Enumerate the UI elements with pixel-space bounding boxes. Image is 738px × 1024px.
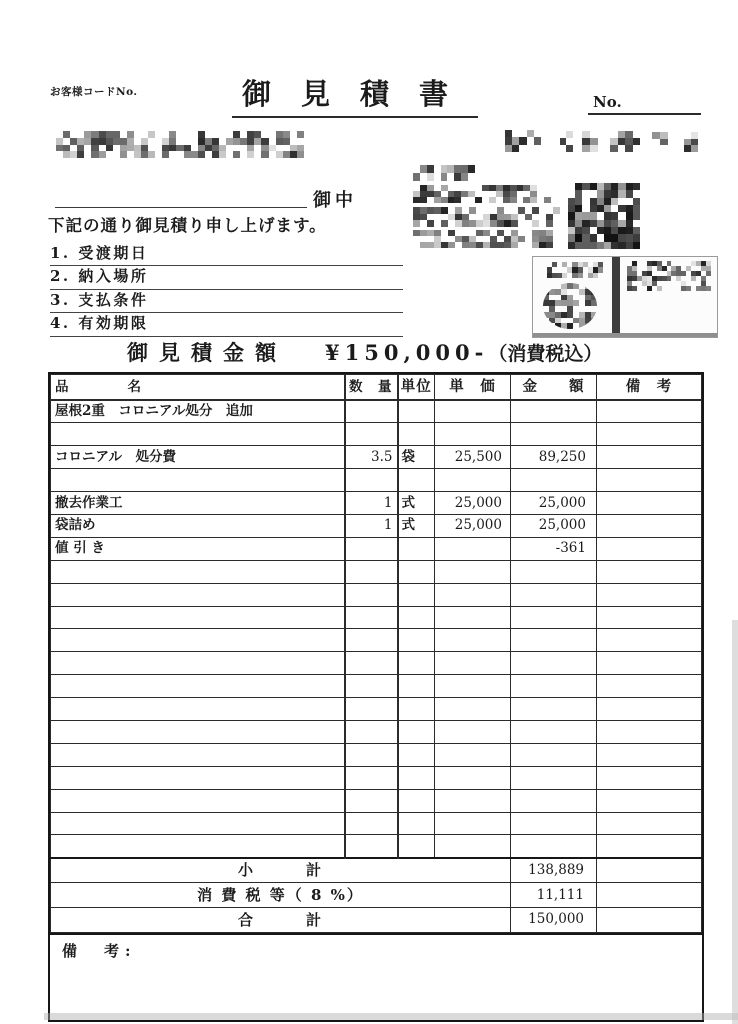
item-unit-price bbox=[435, 789, 511, 812]
table-row bbox=[51, 675, 702, 698]
item-unit-price bbox=[435, 698, 511, 721]
tax-label: 消 費 税 等（ 8 %） bbox=[51, 883, 511, 908]
subtotal-note bbox=[597, 858, 702, 883]
item-amount: -361 bbox=[511, 537, 597, 560]
item-name bbox=[51, 812, 345, 835]
item-name bbox=[51, 743, 345, 766]
item-unit bbox=[398, 560, 435, 583]
item-note bbox=[597, 698, 702, 721]
scan-edge-right bbox=[732, 620, 738, 1024]
table-row bbox=[51, 514, 702, 537]
redacted-company-info-line-4 bbox=[413, 230, 553, 248]
item-unit bbox=[398, 675, 435, 698]
totals-body bbox=[51, 858, 702, 932]
item-unit-price: 25,000 bbox=[435, 492, 511, 515]
item-name bbox=[51, 423, 345, 446]
item-quantity bbox=[345, 606, 398, 629]
condition-delivery-place: 2. 納入場所 bbox=[50, 266, 403, 289]
item-note bbox=[597, 514, 702, 537]
recipient-line bbox=[55, 186, 357, 212]
item-note bbox=[597, 537, 702, 560]
item-quantity bbox=[345, 766, 398, 789]
redacted-company-seal bbox=[568, 183, 640, 249]
item-amount bbox=[511, 766, 597, 789]
item-note bbox=[597, 423, 702, 446]
redacted-company-info-line-2 bbox=[413, 185, 551, 203]
total-note bbox=[597, 908, 702, 933]
item-note bbox=[597, 492, 702, 515]
item-note bbox=[597, 675, 702, 698]
item-quantity: 3.5 bbox=[345, 446, 398, 469]
item-quantity: 1 bbox=[345, 514, 398, 537]
item-unit-price bbox=[435, 537, 511, 560]
recipient-underline bbox=[55, 206, 307, 208]
item-quantity bbox=[345, 560, 398, 583]
table-row bbox=[51, 446, 702, 469]
item-unit-price bbox=[435, 652, 511, 675]
item-amount bbox=[511, 743, 597, 766]
item-amount: 89,250 bbox=[511, 446, 597, 469]
item-unit-price bbox=[435, 400, 511, 423]
item-amount bbox=[511, 789, 597, 812]
tax-note bbox=[597, 883, 702, 908]
item-quantity bbox=[345, 400, 398, 423]
table-row bbox=[51, 583, 702, 606]
table-row bbox=[51, 652, 702, 675]
item-amount bbox=[511, 675, 597, 698]
item-quantity bbox=[345, 423, 398, 446]
scan-edge-bottom bbox=[44, 1013, 738, 1020]
item-amount bbox=[511, 720, 597, 743]
item-unit bbox=[398, 583, 435, 606]
item-unit: 袋 bbox=[398, 446, 435, 469]
item-note bbox=[597, 789, 702, 812]
redacted-company-info-line-3 bbox=[413, 207, 560, 227]
item-note bbox=[597, 446, 702, 469]
item-unit bbox=[398, 812, 435, 835]
item-note bbox=[597, 766, 702, 789]
item-unit bbox=[398, 720, 435, 743]
item-note bbox=[597, 812, 702, 835]
tax-value: 11,111 bbox=[511, 883, 597, 908]
item-unit bbox=[398, 652, 435, 675]
item-quantity bbox=[345, 537, 398, 560]
item-note bbox=[597, 560, 702, 583]
redacted-company-info-line-1 bbox=[413, 165, 475, 181]
subtotal-value: 138,889 bbox=[511, 858, 597, 883]
redacted-customer-name bbox=[56, 131, 304, 158]
item-name bbox=[51, 629, 345, 652]
item-quantity bbox=[345, 629, 398, 652]
table-row bbox=[51, 423, 702, 446]
recipient-suffix: 御中 bbox=[313, 190, 357, 211]
item-unit-price bbox=[435, 583, 511, 606]
item-quantity: 1 bbox=[345, 492, 398, 515]
item-quantity bbox=[345, 469, 398, 492]
table-row bbox=[51, 606, 702, 629]
item-name bbox=[51, 652, 345, 675]
intro-text: 下記の通り御見積り申し上げます。 bbox=[48, 216, 327, 235]
item-quantity bbox=[345, 583, 398, 606]
remarks-box bbox=[50, 933, 702, 1020]
redacted-issue-date-5 bbox=[652, 132, 668, 152]
item-unit bbox=[398, 766, 435, 789]
item-note bbox=[597, 400, 702, 423]
header-item-name: 品 名 bbox=[51, 375, 345, 401]
item-name bbox=[51, 469, 345, 492]
table-row bbox=[51, 400, 702, 423]
item-name: コロニアル 処分費 bbox=[51, 446, 345, 469]
condition-validity-period: 4. 有効期限 bbox=[50, 313, 403, 336]
item-name bbox=[51, 766, 345, 789]
item-quantity bbox=[345, 698, 398, 721]
redacted-certification-logo bbox=[543, 283, 597, 329]
item-name bbox=[51, 606, 345, 629]
total-row bbox=[51, 908, 702, 933]
item-unit bbox=[398, 629, 435, 652]
condition-payment-terms: 3. 支払条件 bbox=[50, 290, 403, 313]
item-amount bbox=[511, 583, 597, 606]
item-amount bbox=[511, 835, 597, 858]
item-name: 屋根2重 コロニアル処分 追加 bbox=[51, 400, 345, 423]
item-note bbox=[597, 583, 702, 606]
conditions-list bbox=[50, 243, 403, 337]
table-row bbox=[51, 789, 702, 812]
item-amount bbox=[511, 423, 597, 446]
redacted-issue-date-6 bbox=[684, 132, 698, 152]
item-quantity bbox=[345, 835, 398, 858]
item-unit-price bbox=[435, 606, 511, 629]
item-unit bbox=[398, 835, 435, 858]
item-unit-price bbox=[435, 766, 511, 789]
redacted-certification-text bbox=[627, 261, 711, 291]
item-unit-price bbox=[435, 720, 511, 743]
item-name bbox=[51, 583, 345, 606]
item-amount bbox=[511, 629, 597, 652]
condition-delivery-date: 1. 受渡期日 bbox=[50, 243, 403, 266]
table-row bbox=[51, 812, 702, 835]
item-quantity bbox=[345, 789, 398, 812]
header-unit: 単位 bbox=[398, 375, 435, 401]
header-quantity: 数 量 bbox=[345, 375, 398, 401]
document-number-field bbox=[588, 93, 701, 115]
table-row bbox=[51, 469, 702, 492]
items-body bbox=[51, 400, 702, 858]
item-quantity bbox=[345, 743, 398, 766]
page-title: 御見積書 bbox=[232, 72, 478, 118]
item-unit-price bbox=[435, 423, 511, 446]
item-name bbox=[51, 720, 345, 743]
table-row bbox=[51, 560, 702, 583]
item-unit-price bbox=[435, 835, 511, 858]
item-quantity bbox=[345, 812, 398, 835]
grand-total-line bbox=[103, 337, 635, 374]
item-unit-price bbox=[435, 675, 511, 698]
item-unit-price: 25,500 bbox=[435, 446, 511, 469]
item-amount bbox=[511, 606, 597, 629]
total-value: 150,000 bbox=[511, 908, 597, 933]
item-note bbox=[597, 835, 702, 858]
table-header-row bbox=[51, 375, 702, 401]
subtotal-row bbox=[51, 858, 702, 883]
item-unit-price: 25,000 bbox=[435, 514, 511, 537]
header-unit-price: 単 価 bbox=[435, 375, 511, 401]
item-amount bbox=[511, 469, 597, 492]
table-row bbox=[51, 537, 702, 560]
item-unit bbox=[398, 469, 435, 492]
redacted-issue-date-2 bbox=[553, 131, 573, 152]
item-note bbox=[597, 652, 702, 675]
item-amount bbox=[511, 400, 597, 423]
item-unit-price bbox=[435, 560, 511, 583]
item-amount bbox=[511, 698, 597, 721]
total-label: 合 計 bbox=[51, 908, 511, 933]
item-unit bbox=[398, 698, 435, 721]
subtotal-label: 小 計 bbox=[51, 858, 511, 883]
item-name bbox=[51, 675, 345, 698]
item-quantity bbox=[345, 720, 398, 743]
item-amount bbox=[511, 652, 597, 675]
item-unit: 式 bbox=[398, 492, 435, 515]
remarks-label: 備 考: bbox=[62, 941, 137, 960]
table-row bbox=[51, 766, 702, 789]
item-unit-price bbox=[435, 469, 511, 492]
item-amount bbox=[511, 560, 597, 583]
redacted-issue-date-4 bbox=[610, 131, 640, 152]
item-name: 袋詰め bbox=[51, 514, 345, 537]
items-table bbox=[48, 372, 704, 1022]
grand-total-tax-note: （消費税込） bbox=[488, 343, 603, 365]
header-amount: 金 額 bbox=[511, 375, 597, 401]
document-number-label: No. bbox=[593, 93, 622, 111]
item-note bbox=[597, 629, 702, 652]
item-name bbox=[51, 698, 345, 721]
customer-code-label: お客様コードNo. bbox=[50, 86, 138, 98]
grand-total-label: 御見積金額 bbox=[127, 340, 287, 365]
table-row bbox=[51, 698, 702, 721]
certification-box bbox=[532, 256, 718, 338]
redacted-issue-date-1 bbox=[505, 130, 541, 152]
table-row bbox=[51, 835, 702, 858]
item-unit bbox=[398, 400, 435, 423]
redacted-certification-header bbox=[547, 262, 603, 278]
item-unit bbox=[398, 606, 435, 629]
item-unit bbox=[398, 423, 435, 446]
item-amount bbox=[511, 812, 597, 835]
item-unit: 式 bbox=[398, 514, 435, 537]
item-note bbox=[597, 743, 702, 766]
item-unit-price bbox=[435, 629, 511, 652]
table-row bbox=[51, 492, 702, 515]
item-name: 値 引 き bbox=[51, 537, 345, 560]
tax-row bbox=[51, 883, 702, 908]
grand-total-amount: ¥150,000- bbox=[325, 340, 489, 365]
item-name bbox=[51, 835, 345, 858]
item-note bbox=[597, 469, 702, 492]
item-name: 撤去作業工 bbox=[51, 492, 345, 515]
table-row bbox=[51, 743, 702, 766]
item-quantity bbox=[345, 675, 398, 698]
item-amount: 25,000 bbox=[511, 514, 597, 537]
item-quantity bbox=[345, 652, 398, 675]
item-note bbox=[597, 606, 702, 629]
header-note: 備 考 bbox=[597, 375, 702, 401]
item-unit bbox=[398, 537, 435, 560]
table-row bbox=[51, 720, 702, 743]
item-unit bbox=[398, 789, 435, 812]
item-name bbox=[51, 560, 345, 583]
item-unit bbox=[398, 743, 435, 766]
item-unit-price bbox=[435, 812, 511, 835]
table-row bbox=[51, 629, 702, 652]
certification-box-divider bbox=[612, 257, 620, 337]
redacted-issue-date-3 bbox=[582, 131, 598, 152]
item-name bbox=[51, 789, 345, 812]
item-note bbox=[597, 720, 702, 743]
item-amount: 25,000 bbox=[511, 492, 597, 515]
item-unit-price bbox=[435, 743, 511, 766]
